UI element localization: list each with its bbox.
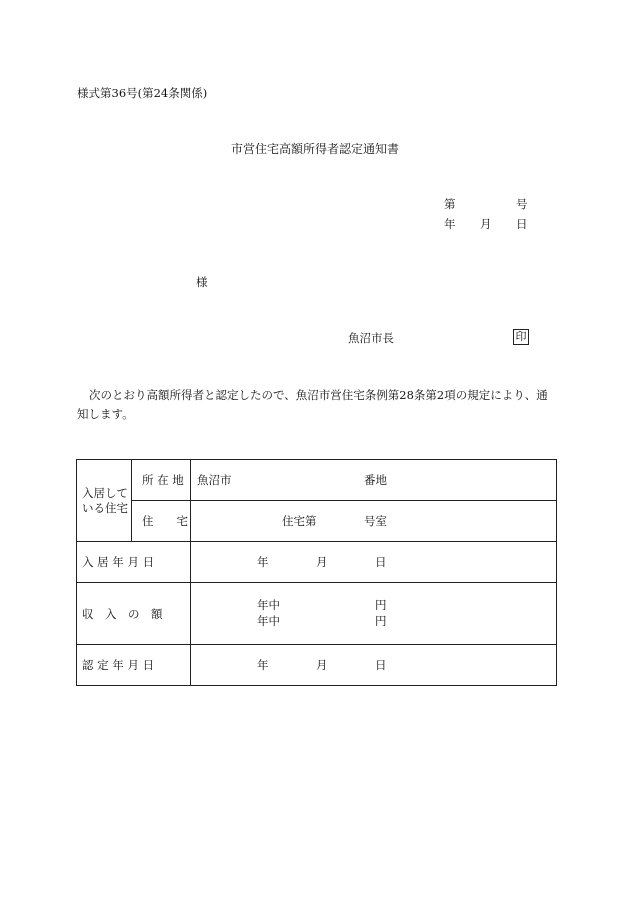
housing-goshitsu: 号室 xyxy=(364,514,387,528)
residence-label: 入居している住宅 xyxy=(82,486,128,515)
certified-day: 日 xyxy=(375,658,387,672)
move-in-day: 日 xyxy=(375,555,387,569)
income-period-2: 年中 xyxy=(257,614,280,628)
seal-mark: 印 xyxy=(513,329,529,345)
certified-month: 月 xyxy=(316,658,328,672)
issue-date-year: 年 xyxy=(444,217,456,231)
form-table xyxy=(76,459,557,686)
certified-year: 年 xyxy=(257,658,269,672)
certified-date-label: 認 定 年 月 日 xyxy=(82,658,155,672)
income-unit-2: 円 xyxy=(375,614,387,628)
document-title: 市営住宅高額所得者認定通知書 xyxy=(230,142,399,156)
table-border xyxy=(77,460,557,686)
issuer-name: 魚沼市長 xyxy=(348,331,394,345)
location-label: 所 在 地 xyxy=(142,473,184,487)
table-grid xyxy=(76,459,557,686)
move-in-month: 月 xyxy=(316,555,328,569)
move-in-date-label: 入 居 年 月 日 xyxy=(82,555,155,569)
income-label: 収 入 の 額 xyxy=(82,607,163,621)
move-in-year: 年 xyxy=(257,555,269,569)
doc-number-go: 号 xyxy=(516,197,528,211)
income-period-1: 年中 xyxy=(257,598,280,612)
body-paragraph: 次のとおり高額所得者と認定したので、魚沼市営住宅条例第28条第2項の規定により、通知します。 xyxy=(77,388,548,421)
addressee-honorific: 様 xyxy=(196,275,208,289)
doc-number-dai: 第 xyxy=(444,197,456,211)
form-number: 様式第36号(第24条関係) xyxy=(77,86,208,100)
issue-date-month: 月 xyxy=(480,217,492,231)
location-city: 魚沼市 xyxy=(197,473,232,487)
location-banchi: 番地 xyxy=(364,473,387,487)
issue-date-day: 日 xyxy=(516,217,528,231)
housing-label: 住 宅 xyxy=(142,514,188,528)
housing-dai: 住宅第 xyxy=(282,514,317,528)
income-unit-1: 円 xyxy=(375,598,387,612)
